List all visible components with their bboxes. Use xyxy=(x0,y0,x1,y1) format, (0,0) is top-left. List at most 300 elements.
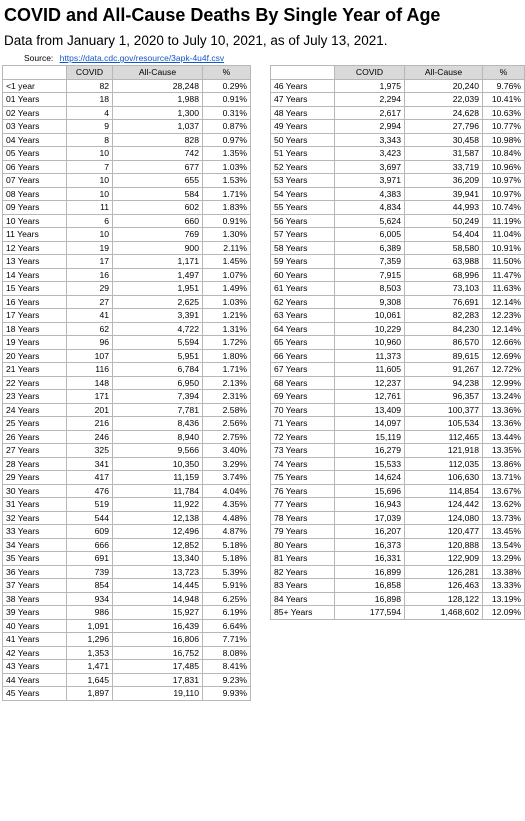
percent-cell: 13.45% xyxy=(483,525,525,539)
covid-cell: 82 xyxy=(67,79,113,93)
all-cause-cell: 33,719 xyxy=(405,160,483,174)
all-cause-cell: 122,909 xyxy=(405,552,483,566)
covid-cell: 7,359 xyxy=(335,255,405,269)
covid-cell: 62 xyxy=(67,322,113,336)
page-subtitle: Data from January 1, 2020 to July 10, 2021, as of July 13, 2021. xyxy=(4,33,388,48)
all-cause-cell: 11,784 xyxy=(113,484,203,498)
header-age xyxy=(3,66,67,80)
table-row xyxy=(271,201,525,215)
percent-cell: 9.23% xyxy=(203,673,251,687)
age-cell: 01 Years xyxy=(3,93,67,107)
percent-cell: 11.04% xyxy=(483,228,525,242)
all-cause-cell: 36,209 xyxy=(405,174,483,188)
age-cell: 71 Years xyxy=(271,417,335,431)
age-cell: 13 Years xyxy=(3,255,67,269)
table-row xyxy=(3,79,251,93)
all-cause-cell: 17,831 xyxy=(113,673,203,687)
percent-cell: 2.75% xyxy=(203,430,251,444)
source-link[interactable]: https://data.cdc.gov/resource/3apk-4u4f.csv xyxy=(59,53,225,63)
all-cause-cell: 10,350 xyxy=(113,457,203,471)
covid-cell: 11,373 xyxy=(335,349,405,363)
all-cause-cell: 584 xyxy=(113,187,203,201)
covid-cell: 4,834 xyxy=(335,201,405,215)
age-cell: 50 Years xyxy=(271,133,335,147)
percent-cell: 13.62% xyxy=(483,498,525,512)
table-row xyxy=(271,187,525,201)
table-row xyxy=(3,120,251,134)
covid-cell: 3,697 xyxy=(335,160,405,174)
percent-cell: 2.31% xyxy=(203,390,251,404)
all-cause-cell: 82,283 xyxy=(405,309,483,323)
table-row xyxy=(3,336,251,350)
age-cell: 06 Years xyxy=(3,160,67,174)
covid-cell: 10 xyxy=(67,174,113,188)
age-cell: 67 Years xyxy=(271,363,335,377)
age-cell: 17 Years xyxy=(3,309,67,323)
all-cause-cell: 1,171 xyxy=(113,255,203,269)
all-cause-cell: 15,927 xyxy=(113,606,203,620)
age-cell: 72 Years xyxy=(271,430,335,444)
table-row xyxy=(3,430,251,444)
all-cause-cell: 68,996 xyxy=(405,268,483,282)
percent-cell: 13.19% xyxy=(483,592,525,606)
percent-cell: 1.80% xyxy=(203,349,251,363)
table-row xyxy=(271,390,525,404)
age-cell: 66 Years xyxy=(271,349,335,363)
percent-cell: 1.45% xyxy=(203,255,251,269)
covid-cell: 4,383 xyxy=(335,187,405,201)
covid-cell: 27 xyxy=(67,295,113,309)
covid-cell: 14,097 xyxy=(335,417,405,431)
all-cause-cell: 12,852 xyxy=(113,538,203,552)
table-row xyxy=(3,471,251,485)
covid-cell: 19 xyxy=(67,241,113,255)
all-cause-cell: 106,630 xyxy=(405,471,483,485)
table-row xyxy=(3,498,251,512)
all-cause-cell: 1,951 xyxy=(113,282,203,296)
all-cause-cell: 8,940 xyxy=(113,430,203,444)
covid-cell: 10,960 xyxy=(335,336,405,350)
table-row xyxy=(3,349,251,363)
all-cause-cell: 1,497 xyxy=(113,268,203,282)
table-row xyxy=(271,120,525,134)
table-row xyxy=(271,511,525,525)
all-cause-cell: 126,281 xyxy=(405,565,483,579)
table-row xyxy=(271,255,525,269)
all-cause-cell: 742 xyxy=(113,147,203,161)
percent-cell: 13.86% xyxy=(483,457,525,471)
covid-cell: 5,624 xyxy=(335,214,405,228)
age-cell: 25 Years xyxy=(3,417,67,431)
all-cause-cell: 19,110 xyxy=(113,687,203,701)
percent-cell: 13.35% xyxy=(483,444,525,458)
table-row xyxy=(271,484,525,498)
table-row xyxy=(3,403,251,417)
age-cell: 82 Years xyxy=(271,565,335,579)
table-row xyxy=(271,282,525,296)
header-row xyxy=(271,66,525,80)
percent-cell: 4.35% xyxy=(203,498,251,512)
age-cell: 68 Years xyxy=(271,376,335,390)
percent-cell: 10.98% xyxy=(483,133,525,147)
percent-cell: 13.71% xyxy=(483,471,525,485)
percent-cell: 5.91% xyxy=(203,579,251,593)
table-row xyxy=(3,687,251,701)
age-cell: 54 Years xyxy=(271,187,335,201)
all-cause-cell: 677 xyxy=(113,160,203,174)
table-row xyxy=(3,525,251,539)
covid-cell: 13,409 xyxy=(335,403,405,417)
all-cause-cell: 100,377 xyxy=(405,403,483,417)
all-cause-cell: 11,159 xyxy=(113,471,203,485)
table-row xyxy=(271,430,525,444)
covid-cell: 15,119 xyxy=(335,430,405,444)
age-cell: 14 Years xyxy=(3,268,67,282)
age-cell: 70 Years xyxy=(271,403,335,417)
age-cell: 85+ Years xyxy=(271,606,335,620)
percent-cell: 8.41% xyxy=(203,660,251,674)
all-cause-cell: 655 xyxy=(113,174,203,188)
all-cause-cell: 5,951 xyxy=(113,349,203,363)
table-row xyxy=(271,147,525,161)
percent-cell: 13.67% xyxy=(483,484,525,498)
percent-cell: 9.76% xyxy=(483,79,525,93)
age-cell: 41 Years xyxy=(3,633,67,647)
percent-cell: 0.31% xyxy=(203,106,251,120)
percent-cell: 13.73% xyxy=(483,511,525,525)
covid-cell: 7 xyxy=(67,160,113,174)
percent-cell: 1.30% xyxy=(203,228,251,242)
age-cell: 04 Years xyxy=(3,133,67,147)
all-cause-cell: 89,615 xyxy=(405,349,483,363)
age-cell: 38 Years xyxy=(3,592,67,606)
covid-cell: 10 xyxy=(67,147,113,161)
table-row xyxy=(3,282,251,296)
all-cause-cell: 5,594 xyxy=(113,336,203,350)
percent-cell: 12.23% xyxy=(483,309,525,323)
covid-cell: 1,471 xyxy=(67,660,113,674)
covid-cell: 8,503 xyxy=(335,282,405,296)
percent-cell: 1.53% xyxy=(203,174,251,188)
covid-cell: 986 xyxy=(67,606,113,620)
age-cell: 45 Years xyxy=(3,687,67,701)
covid-cell: 16 xyxy=(67,268,113,282)
table-row xyxy=(3,214,251,228)
percent-cell: 13.36% xyxy=(483,417,525,431)
covid-cell: 9 xyxy=(67,120,113,134)
covid-cell: 15,533 xyxy=(335,457,405,471)
age-cell: 42 Years xyxy=(3,646,67,660)
all-cause-cell: 73,103 xyxy=(405,282,483,296)
table-row xyxy=(271,93,525,107)
percent-cell: 12.72% xyxy=(483,363,525,377)
percent-cell: 5.18% xyxy=(203,538,251,552)
covid-cell: 12,761 xyxy=(335,390,405,404)
all-cause-cell: 13,723 xyxy=(113,565,203,579)
percent-cell: 0.29% xyxy=(203,79,251,93)
age-cell: 21 Years xyxy=(3,363,67,377)
age-cell: 53 Years xyxy=(271,174,335,188)
percent-cell: 13.38% xyxy=(483,565,525,579)
age-cell: 61 Years xyxy=(271,282,335,296)
covid-cell: 10,229 xyxy=(335,322,405,336)
percent-cell: 5.39% xyxy=(203,565,251,579)
covid-cell: 16,207 xyxy=(335,525,405,539)
table-row xyxy=(3,592,251,606)
table-row xyxy=(3,633,251,647)
age-cell: 03 Years xyxy=(3,120,67,134)
table-row xyxy=(271,565,525,579)
age-cell: 10 Years xyxy=(3,214,67,228)
table-row xyxy=(3,174,251,188)
percent-cell: 9.93% xyxy=(203,687,251,701)
table-row xyxy=(3,93,251,107)
covid-cell: 2,617 xyxy=(335,106,405,120)
percent-cell: 13.54% xyxy=(483,538,525,552)
age-cell: 09 Years xyxy=(3,201,67,215)
table-row xyxy=(271,268,525,282)
percent-cell: 11.47% xyxy=(483,268,525,282)
covid-cell: 3,343 xyxy=(335,133,405,147)
all-cause-cell: 12,138 xyxy=(113,511,203,525)
all-cause-cell: 1,988 xyxy=(113,93,203,107)
table-row xyxy=(271,295,525,309)
percent-cell: 12.14% xyxy=(483,322,525,336)
age-cell: 65 Years xyxy=(271,336,335,350)
table-row xyxy=(3,619,251,633)
age-cell: 49 Years xyxy=(271,120,335,134)
table-row xyxy=(3,147,251,161)
age-cell: 48 Years xyxy=(271,106,335,120)
all-cause-cell: 7,781 xyxy=(113,403,203,417)
covid-cell: 14,624 xyxy=(335,471,405,485)
table-row xyxy=(271,498,525,512)
age-cell: 56 Years xyxy=(271,214,335,228)
covid-cell: 10,061 xyxy=(335,309,405,323)
age-cell: 18 Years xyxy=(3,322,67,336)
all-cause-cell: 7,394 xyxy=(113,390,203,404)
covid-cell: 1,296 xyxy=(67,633,113,647)
age-cell: 27 Years xyxy=(3,444,67,458)
table-row xyxy=(271,363,525,377)
table-row xyxy=(3,322,251,336)
all-cause-cell: 128,122 xyxy=(405,592,483,606)
table-row xyxy=(271,444,525,458)
age-cell: 75 Years xyxy=(271,471,335,485)
percent-cell: 4.48% xyxy=(203,511,251,525)
all-cause-cell: 1,468,602 xyxy=(405,606,483,620)
all-cause-cell: 1,300 xyxy=(113,106,203,120)
covid-cell: 11 xyxy=(67,201,113,215)
covid-cell: 17 xyxy=(67,255,113,269)
table-row xyxy=(3,646,251,660)
table-row xyxy=(3,579,251,593)
table-row xyxy=(3,160,251,174)
covid-cell: 417 xyxy=(67,471,113,485)
age-cell: 08 Years xyxy=(3,187,67,201)
table-row xyxy=(3,255,251,269)
covid-cell: 201 xyxy=(67,403,113,417)
all-cause-cell: 96,357 xyxy=(405,390,483,404)
age-cell: 39 Years xyxy=(3,606,67,620)
percent-cell: 0.91% xyxy=(203,214,251,228)
all-cause-cell: 12,496 xyxy=(113,525,203,539)
table-row xyxy=(3,106,251,120)
table-row xyxy=(3,228,251,242)
age-cell: 78 Years xyxy=(271,511,335,525)
table-row xyxy=(271,606,525,620)
age-cell: 52 Years xyxy=(271,160,335,174)
table-row xyxy=(3,538,251,552)
age-cell: 83 Years xyxy=(271,579,335,593)
age-cell: 51 Years xyxy=(271,147,335,161)
covid-cell: 41 xyxy=(67,309,113,323)
age-cell: 47 Years xyxy=(271,93,335,107)
table-row xyxy=(3,363,251,377)
percent-cell: 1.03% xyxy=(203,295,251,309)
percent-cell: 2.13% xyxy=(203,376,251,390)
percent-cell: 4.04% xyxy=(203,484,251,498)
covid-cell: 16,373 xyxy=(335,538,405,552)
table-row xyxy=(3,133,251,147)
header-percent: % xyxy=(483,66,525,80)
all-cause-cell: 8,436 xyxy=(113,417,203,431)
covid-cell: 116 xyxy=(67,363,113,377)
covid-cell: 1,091 xyxy=(67,619,113,633)
table-row xyxy=(271,525,525,539)
table-row xyxy=(271,322,525,336)
age-cell: 73 Years xyxy=(271,444,335,458)
percent-cell: 12.14% xyxy=(483,295,525,309)
all-cause-cell: 16,806 xyxy=(113,633,203,647)
covid-cell: 16,331 xyxy=(335,552,405,566)
percent-cell: 12.69% xyxy=(483,349,525,363)
age-cell: 64 Years xyxy=(271,322,335,336)
header-all-cause: All-Cause xyxy=(405,66,483,80)
all-cause-cell: 16,439 xyxy=(113,619,203,633)
covid-cell: 15,696 xyxy=(335,484,405,498)
age-cell: 33 Years xyxy=(3,525,67,539)
table-row xyxy=(271,309,525,323)
percent-cell: 13.44% xyxy=(483,430,525,444)
covid-cell: 4 xyxy=(67,106,113,120)
all-cause-cell: 63,988 xyxy=(405,255,483,269)
all-cause-cell: 114,854 xyxy=(405,484,483,498)
percent-cell: 12.66% xyxy=(483,336,525,350)
header-row xyxy=(3,66,251,80)
covid-cell: 148 xyxy=(67,376,113,390)
age-cell: 36 Years xyxy=(3,565,67,579)
table-row xyxy=(3,606,251,620)
all-cause-cell: 900 xyxy=(113,241,203,255)
percent-cell: 2.56% xyxy=(203,417,251,431)
percent-cell: 1.72% xyxy=(203,336,251,350)
percent-cell: 3.74% xyxy=(203,471,251,485)
age-cell: 55 Years xyxy=(271,201,335,215)
percent-cell: 7.71% xyxy=(203,633,251,647)
all-cause-cell: 91,267 xyxy=(405,363,483,377)
percent-cell: 1.07% xyxy=(203,268,251,282)
covid-cell: 2,294 xyxy=(335,93,405,107)
percent-cell: 10.74% xyxy=(483,201,525,215)
all-cause-cell: 22,039 xyxy=(405,93,483,107)
table-row xyxy=(271,579,525,593)
page-title: COVID and All-Cause Deaths By Single Year of Age xyxy=(4,5,441,25)
table-row xyxy=(3,417,251,431)
table-row xyxy=(271,133,525,147)
percent-cell: 3.29% xyxy=(203,457,251,471)
percent-cell: 6.64% xyxy=(203,619,251,633)
age-cell: 81 Years xyxy=(271,552,335,566)
covid-cell: 325 xyxy=(67,444,113,458)
percent-cell: 10.91% xyxy=(483,241,525,255)
covid-cell: 1,975 xyxy=(335,79,405,93)
percent-cell: 1.35% xyxy=(203,147,251,161)
covid-cell: 171 xyxy=(67,390,113,404)
age-cell: 43 Years xyxy=(3,660,67,674)
table-row xyxy=(271,106,525,120)
covid-cell: 246 xyxy=(67,430,113,444)
all-cause-cell: 27,796 xyxy=(405,120,483,134)
age-cell: 84 Years xyxy=(271,592,335,606)
percent-cell: 8.08% xyxy=(203,646,251,660)
percent-cell: 4.87% xyxy=(203,525,251,539)
table-row xyxy=(3,201,251,215)
age-cell: 29 Years xyxy=(3,471,67,485)
covid-cell: 3,423 xyxy=(335,147,405,161)
covid-cell: 10 xyxy=(67,228,113,242)
percent-cell: 10.84% xyxy=(483,147,525,161)
covid-cell: 6,389 xyxy=(335,241,405,255)
all-cause-cell: 120,888 xyxy=(405,538,483,552)
all-cause-cell: 9,566 xyxy=(113,444,203,458)
covid-cell: 16,898 xyxy=(335,592,405,606)
table-row xyxy=(3,565,251,579)
left-data-table xyxy=(2,65,251,701)
all-cause-cell: 124,080 xyxy=(405,511,483,525)
table-row xyxy=(271,552,525,566)
percent-cell: 12.09% xyxy=(483,606,525,620)
covid-cell: 3,971 xyxy=(335,174,405,188)
age-cell: 24 Years xyxy=(3,403,67,417)
table-row xyxy=(3,241,251,255)
covid-cell: 739 xyxy=(67,565,113,579)
all-cause-cell: 4,722 xyxy=(113,322,203,336)
table-row xyxy=(271,471,525,485)
all-cause-cell: 3,391 xyxy=(113,309,203,323)
age-cell: 20 Years xyxy=(3,349,67,363)
table-row xyxy=(271,336,525,350)
covid-cell: 16,858 xyxy=(335,579,405,593)
all-cause-cell: 6,784 xyxy=(113,363,203,377)
all-cause-cell: 44,993 xyxy=(405,201,483,215)
age-cell: 07 Years xyxy=(3,174,67,188)
all-cause-cell: 11,922 xyxy=(113,498,203,512)
covid-cell: 9,308 xyxy=(335,295,405,309)
source-line xyxy=(24,53,224,63)
all-cause-cell: 28,248 xyxy=(113,79,203,93)
all-cause-cell: 6,950 xyxy=(113,376,203,390)
covid-cell: 29 xyxy=(67,282,113,296)
age-cell: 79 Years xyxy=(271,525,335,539)
percent-cell: 10.63% xyxy=(483,106,525,120)
table-row xyxy=(3,444,251,458)
table-row xyxy=(3,457,251,471)
age-cell: 77 Years xyxy=(271,498,335,512)
covid-cell: 1,645 xyxy=(67,673,113,687)
percent-cell: 6.25% xyxy=(203,592,251,606)
percent-cell: 1.71% xyxy=(203,187,251,201)
